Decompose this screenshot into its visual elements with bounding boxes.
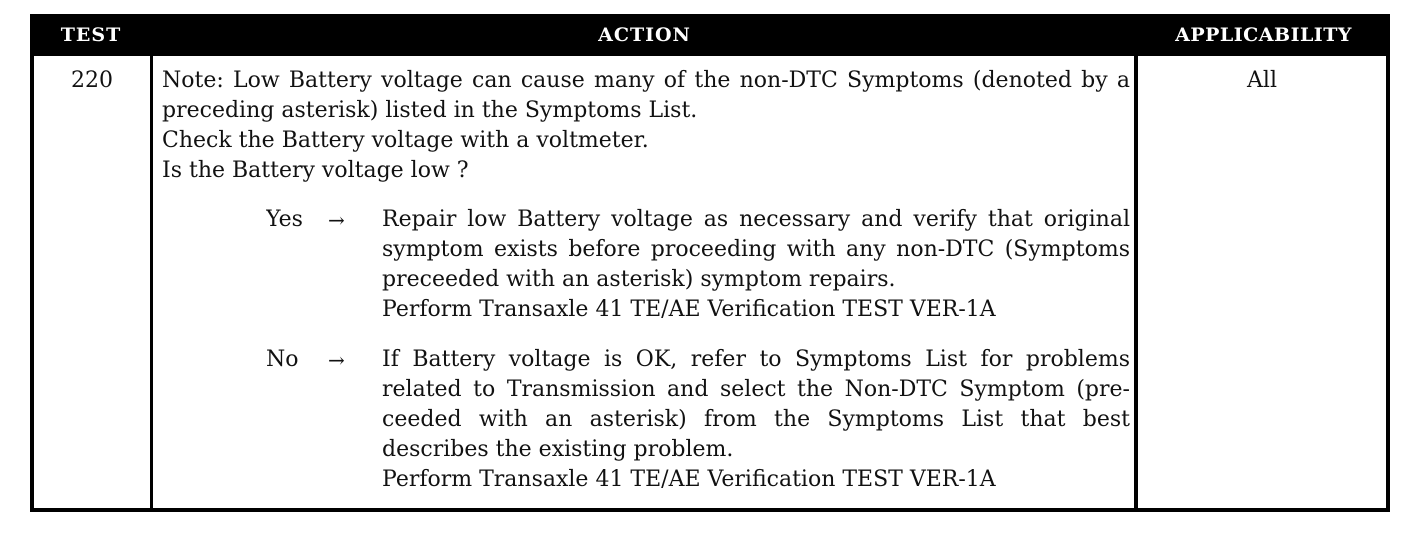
table-header xyxy=(30,14,1390,56)
response-line: Repair low Battery voltage as necessary and verify that original xyxy=(382,207,1130,232)
note-line: Note: Low Battery voltage can cause many of the non-DTC Symptoms (denoted by a xyxy=(162,68,1130,93)
response-yes xyxy=(0,205,1408,325)
response-line: related to Transmission and select the Non-DTC Symptom (pre- xyxy=(382,377,1130,402)
response-line: preceeded with an asterisk) symptom repairs. xyxy=(382,267,896,292)
response-answer: No xyxy=(266,347,299,372)
note-line: Is the Battery voltage low ? xyxy=(162,158,469,183)
applicability-value: All xyxy=(1247,68,1277,93)
test-number: 220 xyxy=(71,68,113,93)
response-answer: Yes xyxy=(266,207,303,232)
response-line: ceeded with an asterisk) from the Symptoms List that best xyxy=(382,407,1130,432)
note-line: Check the Battery voltage with a voltmeter. xyxy=(162,128,649,153)
table-border-bottom xyxy=(30,508,1390,512)
header-test: TEST xyxy=(60,24,122,46)
response-line: Perform Transaxle 41 TE/AE Verification TEST VER-1A xyxy=(382,467,996,492)
arrow-icon: → xyxy=(328,208,345,232)
response-line: If Battery voltage is OK, refer to Symptoms List for problems xyxy=(382,347,1130,372)
response-line: describes the existing problem. xyxy=(382,437,734,462)
note-line: preceding asterisk) listed in the Symptoms List. xyxy=(162,98,698,123)
response-line: symptom exists before proceeding with any non-DTC (Symptoms xyxy=(382,237,1130,262)
arrow-icon: → xyxy=(328,348,345,372)
response-line: Perform Transaxle 41 TE/AE Verification TEST VER-1A xyxy=(382,297,996,322)
header-applicability: APPLICABILITY xyxy=(1175,24,1352,46)
response-no xyxy=(0,345,1408,495)
header-action: ACTION xyxy=(598,24,691,46)
